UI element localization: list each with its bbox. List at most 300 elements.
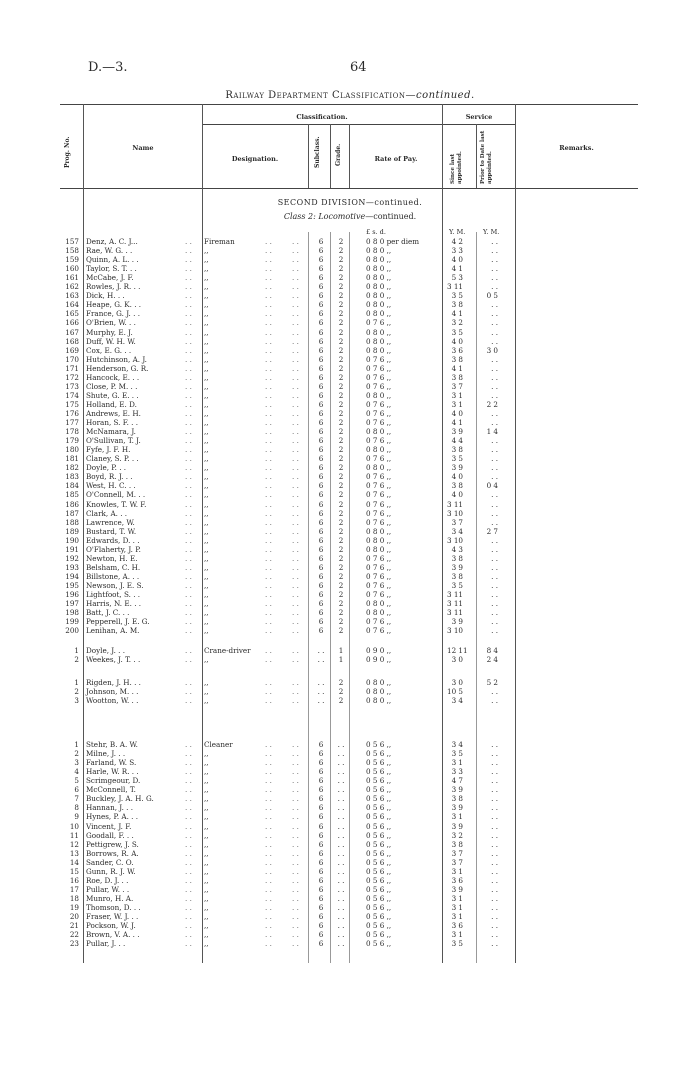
rate-of-pay: 0 5 6 ,, bbox=[366, 758, 392, 768]
service-prior: . . bbox=[491, 884, 498, 894]
leader-dots: . . bbox=[292, 354, 299, 364]
table-row bbox=[0, 687, 700, 696]
leader-dots: . . bbox=[265, 655, 272, 664]
leader-dots: . . bbox=[292, 381, 299, 391]
service-prior: . . bbox=[491, 866, 498, 876]
employee-name: McCabe, J. F. bbox=[86, 273, 134, 283]
designation: ,, bbox=[204, 902, 209, 912]
employee-name: Roe, D. J. . . bbox=[86, 875, 129, 885]
employee-name: Goodall, F. . . bbox=[86, 830, 134, 840]
table-row bbox=[0, 427, 700, 436]
employee-name: Henderson, G. R. bbox=[86, 363, 149, 373]
service-since-last: 3 7 bbox=[451, 517, 463, 527]
leader-dots: . . bbox=[292, 839, 299, 849]
prog-no: 195 bbox=[65, 580, 79, 590]
service-prior: 1 4 bbox=[486, 427, 498, 437]
table-row bbox=[0, 785, 700, 794]
service-since-last: 3 8 bbox=[451, 571, 463, 581]
leader-dots: . . bbox=[265, 740, 272, 749]
service-prior: . . bbox=[491, 246, 498, 256]
leader-dots: . . bbox=[185, 517, 192, 527]
service-since-last: 4 4 bbox=[451, 436, 463, 446]
leader-dots: . . bbox=[265, 921, 272, 930]
subclass: 6 bbox=[318, 785, 324, 795]
designation: ,, bbox=[204, 830, 209, 840]
leader-dots: . . bbox=[265, 544, 272, 554]
subclass: 6 bbox=[318, 866, 324, 876]
grade: 2 bbox=[338, 354, 344, 364]
grade: 2 bbox=[338, 273, 344, 283]
leader-dots: . . bbox=[185, 821, 192, 831]
subclass: 6 bbox=[318, 617, 324, 627]
service-since-last: 3 9 bbox=[451, 427, 463, 437]
prog-no: 13 bbox=[69, 848, 79, 858]
table-row bbox=[0, 803, 700, 812]
service-prior: . . bbox=[491, 893, 498, 903]
employee-name: Claney, S. P. . . bbox=[86, 454, 139, 464]
prog-no: 163 bbox=[65, 291, 79, 301]
leader-dots: . . bbox=[185, 767, 192, 777]
rate-of-pay: 0 9 0 ,, bbox=[366, 655, 392, 664]
grade: 2 bbox=[338, 562, 344, 572]
designation: ,, bbox=[204, 526, 209, 536]
designation: ,, bbox=[204, 687, 209, 696]
table-row bbox=[0, 246, 700, 255]
rate-of-pay: 0 7 6 ,, bbox=[366, 580, 392, 590]
rate-of-pay: 0 8 0 ,, bbox=[366, 300, 392, 310]
leader-dots: . . bbox=[185, 544, 192, 554]
leader-dots: . . bbox=[292, 309, 299, 319]
leader-dots: . . bbox=[265, 830, 272, 840]
rate-of-pay: 0 7 6 ,, bbox=[366, 454, 392, 464]
leader-dots: . . bbox=[292, 535, 299, 545]
service-since-last: 3 8 bbox=[451, 300, 463, 310]
page-number: 64 bbox=[350, 60, 367, 75]
leader-dots: . . bbox=[185, 246, 192, 256]
service-since-last: 3 9 bbox=[451, 821, 463, 831]
subclass: 6 bbox=[318, 291, 324, 301]
prog-no: 178 bbox=[65, 427, 79, 437]
subclass: 6 bbox=[318, 436, 324, 446]
leader-dots: . . bbox=[292, 282, 299, 292]
class-title-continued: —continued. bbox=[365, 212, 417, 221]
leader-dots: . . bbox=[185, 848, 192, 858]
grade: . . bbox=[337, 857, 345, 867]
subclass: 6 bbox=[318, 445, 324, 455]
table-row bbox=[0, 318, 700, 327]
rate-of-pay: 0 5 6 ,, bbox=[366, 776, 392, 786]
leader-dots: . . bbox=[292, 776, 299, 786]
service-since-last: 3 6 bbox=[451, 921, 463, 930]
rate-of-pay: 0 8 0 ,, bbox=[366, 291, 392, 301]
grade: 2 bbox=[338, 678, 344, 687]
leader-dots: . . bbox=[265, 399, 272, 409]
subclass: 6 bbox=[318, 839, 324, 849]
leader-dots: . . bbox=[292, 687, 299, 696]
service-prior: . . bbox=[491, 445, 498, 455]
employee-name: Pullar, W. . . bbox=[86, 884, 130, 894]
designation: ,, bbox=[204, 848, 209, 858]
service-prior: . . bbox=[491, 617, 498, 627]
employee-name: Munro, H. A. bbox=[86, 893, 134, 903]
designation: ,, bbox=[204, 508, 209, 518]
service-prior: . . bbox=[491, 309, 498, 319]
leader-dots: . . bbox=[185, 490, 192, 500]
leader-dots: . . bbox=[292, 902, 299, 912]
table-row bbox=[0, 463, 700, 472]
service-prior: . . bbox=[491, 902, 498, 912]
leader-dots: . . bbox=[185, 785, 192, 795]
service-since-last: 3 1 bbox=[451, 390, 463, 400]
service-prior: 3 0 bbox=[486, 345, 498, 355]
table-row bbox=[0, 858, 700, 867]
employee-name: Dick, H. . . bbox=[86, 291, 125, 301]
leader-dots: . . bbox=[292, 884, 299, 894]
service-prior: . . bbox=[491, 626, 498, 636]
subclass: 6 bbox=[318, 490, 324, 500]
employee-name: Pettigrew, J. S. bbox=[86, 839, 139, 849]
service-prior: . . bbox=[491, 939, 498, 949]
grade: 2 bbox=[338, 608, 344, 617]
grade: 2 bbox=[338, 264, 344, 274]
table-row bbox=[0, 849, 700, 858]
rate-of-pay: 0 5 6 ,, bbox=[366, 803, 392, 813]
leader-dots: . . bbox=[292, 372, 299, 382]
designation: ,, bbox=[204, 291, 209, 301]
leader-dots: . . bbox=[292, 939, 299, 949]
service-prior: . . bbox=[491, 803, 498, 813]
employee-name: Close, P. M. . . bbox=[86, 381, 138, 391]
employee-name: O'Brien, W. . . bbox=[86, 318, 136, 328]
grade: 2 bbox=[338, 237, 344, 246]
leader-dots: . . bbox=[185, 740, 192, 749]
leader-dots: . . bbox=[265, 758, 272, 768]
header-prog-no: Prog. No. bbox=[64, 136, 71, 168]
service-since-last: 3 5 bbox=[451, 454, 463, 464]
service-since-last: 4 7 bbox=[451, 776, 463, 786]
designation: ,, bbox=[204, 381, 209, 391]
service-prior: . . bbox=[491, 830, 498, 840]
rate-of-pay: 0 7 6 ,, bbox=[366, 617, 392, 627]
service-prior: . . bbox=[491, 912, 498, 921]
grade: 1 bbox=[338, 646, 344, 655]
grade: . . bbox=[337, 839, 345, 849]
service-prior: . . bbox=[491, 418, 498, 427]
designation: ,, bbox=[204, 678, 209, 687]
subclass: 6 bbox=[318, 454, 324, 464]
grade: 2 bbox=[338, 436, 344, 446]
leader-dots: . . bbox=[185, 830, 192, 840]
service-since-last: 3 5 bbox=[451, 327, 463, 337]
grade: 2 bbox=[338, 418, 344, 427]
table-row bbox=[0, 291, 700, 300]
grade: 2 bbox=[338, 463, 344, 473]
leader-dots: . . bbox=[185, 758, 192, 768]
prog-no: 185 bbox=[65, 490, 79, 500]
service-prior: 2 7 bbox=[486, 526, 498, 536]
designation: ,, bbox=[204, 562, 209, 572]
designation: ,, bbox=[204, 655, 209, 664]
prog-no: 1 bbox=[74, 678, 79, 687]
subclass: 6 bbox=[318, 921, 324, 930]
employee-name: O'Connell, M. . . bbox=[86, 490, 146, 500]
employee-name: Hynes, P. A. . . bbox=[86, 812, 139, 822]
leader-dots: . . bbox=[185, 354, 192, 364]
leader-dots: . . bbox=[185, 508, 192, 518]
service-since-last: 3 7 bbox=[451, 381, 463, 391]
designation: ,, bbox=[204, 535, 209, 545]
leader-dots: . . bbox=[265, 381, 272, 391]
grade: 2 bbox=[338, 336, 344, 346]
prog-no: 200 bbox=[65, 626, 79, 636]
leader-dots: . . bbox=[292, 696, 299, 706]
leader-dots: . . bbox=[265, 875, 272, 885]
leader-dots: . . bbox=[292, 454, 299, 464]
service-prior: . . bbox=[491, 839, 498, 849]
service-since-last: 3 11 bbox=[447, 499, 464, 509]
leader-dots: . . bbox=[265, 463, 272, 473]
subclass: 6 bbox=[318, 300, 324, 310]
rate-of-pay: 0 8 0 ,, bbox=[366, 345, 392, 355]
employee-name: Stehr, B. A. W. bbox=[86, 740, 138, 749]
service-since-last: 3 7 bbox=[451, 857, 463, 867]
designation: ,, bbox=[204, 445, 209, 455]
table-row bbox=[0, 749, 700, 758]
service-since-last: 3 8 bbox=[451, 445, 463, 455]
employee-name: McNamara, J. bbox=[86, 427, 136, 437]
prog-no: 10 bbox=[69, 821, 79, 831]
leader-dots: . . bbox=[265, 902, 272, 912]
leader-dots: . . bbox=[292, 255, 299, 265]
designation: ,, bbox=[204, 553, 209, 563]
service-since-last: 3 10 bbox=[447, 535, 464, 545]
grade: 2 bbox=[338, 526, 344, 536]
rate-of-pay: 0 8 0 ,, bbox=[366, 687, 392, 696]
rate-of-pay: 0 7 6 ,, bbox=[366, 354, 392, 364]
rate-of-pay: 0 8 0 ,, bbox=[366, 246, 392, 256]
leader-dots: . . bbox=[185, 327, 192, 337]
grade: 2 bbox=[338, 687, 344, 696]
service-prior: 0 4 bbox=[486, 481, 498, 491]
designation: ,, bbox=[204, 273, 209, 283]
service-prior: . . bbox=[491, 580, 498, 590]
service-since-last: 3 1 bbox=[451, 930, 463, 939]
rate-of-pay: 0 7 6 ,, bbox=[366, 490, 392, 500]
table-row bbox=[0, 518, 700, 527]
leader-dots: . . bbox=[265, 499, 272, 509]
grade: 2 bbox=[338, 481, 344, 491]
service-prior: . . bbox=[491, 749, 498, 758]
header-name: Name bbox=[132, 144, 154, 152]
prog-no: 160 bbox=[65, 264, 79, 274]
leader-dots: . . bbox=[292, 526, 299, 536]
leader-dots: . . bbox=[292, 930, 299, 939]
employee-name: Doyle, J. . . bbox=[86, 646, 126, 655]
grade: 2 bbox=[338, 472, 344, 482]
prog-no: 188 bbox=[65, 517, 79, 527]
prog-no: 5 bbox=[74, 776, 79, 786]
rate-of-pay: 0 5 6 ,, bbox=[366, 740, 392, 749]
subclass: 6 bbox=[318, 599, 324, 608]
leader-dots: . . bbox=[292, 812, 299, 822]
employee-name: Scrimgeour, D. bbox=[86, 776, 141, 786]
prog-no: 22 bbox=[69, 930, 79, 939]
grade: . . bbox=[337, 939, 345, 949]
leader-dots: . . bbox=[265, 599, 272, 608]
service-prior: . . bbox=[491, 553, 498, 563]
service-prior: . . bbox=[491, 812, 498, 822]
subclass: 6 bbox=[318, 327, 324, 337]
designation: ,, bbox=[204, 309, 209, 319]
leader-dots: . . bbox=[265, 390, 272, 400]
employee-name: Heape, G. K. . . bbox=[86, 300, 142, 310]
leader-dots: . . bbox=[292, 821, 299, 831]
table-row bbox=[0, 655, 700, 664]
employee-name: O'Flaherty, J. P. bbox=[86, 544, 141, 554]
employee-name: Andrews, E. H. bbox=[86, 409, 141, 418]
subclass: . . bbox=[317, 687, 325, 696]
table-row bbox=[0, 409, 700, 418]
grade: . . bbox=[337, 794, 345, 804]
service-prior: . . bbox=[491, 535, 498, 545]
employee-name: Fyfe, J. F. H. bbox=[86, 445, 131, 455]
subclass: 6 bbox=[318, 399, 324, 409]
service-since-last: 3 5 bbox=[451, 580, 463, 590]
grade: 2 bbox=[338, 390, 344, 400]
leader-dots: . . bbox=[185, 264, 192, 274]
grade: . . bbox=[337, 930, 345, 939]
leader-dots: . . bbox=[265, 580, 272, 590]
prog-no: 166 bbox=[65, 318, 79, 328]
subclass: 6 bbox=[318, 848, 324, 858]
page-title-main: Railway Department Classification bbox=[225, 90, 406, 101]
service-prior: . . bbox=[491, 363, 498, 373]
table-row bbox=[0, 500, 700, 509]
employee-name: Rigden, J. H. . . bbox=[86, 678, 141, 687]
designation: ,, bbox=[204, 282, 209, 292]
rate-of-pay: 0 8 0 ,, bbox=[366, 309, 392, 319]
service-since-last: 3 5 bbox=[451, 939, 463, 949]
grade: . . bbox=[337, 803, 345, 813]
employee-name: O'Sullivan, T. J. bbox=[86, 436, 141, 446]
service-since-last: 3 9 bbox=[451, 803, 463, 813]
leader-dots: . . bbox=[185, 300, 192, 310]
leader-dots: . . bbox=[265, 526, 272, 536]
leader-dots: . . bbox=[265, 454, 272, 464]
subclass: 6 bbox=[318, 930, 324, 939]
employee-name: Holland, E. D. bbox=[86, 399, 137, 409]
leader-dots: . . bbox=[265, 300, 272, 310]
pay-unit-label: £ s. d. bbox=[366, 228, 386, 236]
designation: ,, bbox=[204, 255, 209, 265]
rate-of-pay: 0 8 0 ,, bbox=[366, 599, 392, 608]
service-since-last: 3 9 bbox=[451, 884, 463, 894]
table-row bbox=[0, 309, 700, 318]
grade: 2 bbox=[338, 372, 344, 382]
service-prior: . . bbox=[491, 590, 498, 599]
leader-dots: . . bbox=[185, 875, 192, 885]
leader-dots: . . bbox=[185, 655, 192, 664]
table-row bbox=[0, 481, 700, 490]
leader-dots: . . bbox=[292, 490, 299, 500]
rate-of-pay: 0 8 0 ,, bbox=[366, 544, 392, 554]
leader-dots: . . bbox=[292, 562, 299, 572]
leader-dots: . . bbox=[292, 740, 299, 749]
service-prior: . . bbox=[491, 608, 498, 617]
leader-dots: . . bbox=[265, 237, 272, 246]
grade: 2 bbox=[338, 508, 344, 518]
leader-dots: . . bbox=[265, 608, 272, 617]
rate-of-pay: 0 5 6 ,, bbox=[366, 893, 392, 903]
header-service: Service bbox=[465, 113, 493, 121]
subclass: 6 bbox=[318, 767, 324, 777]
rate-of-pay: 0 8 0 ,, bbox=[366, 535, 392, 545]
service-since-last: 3 4 bbox=[451, 696, 463, 706]
rate-of-pay: 0 5 6 ,, bbox=[366, 866, 392, 876]
rate-of-pay: 0 8 0 ,, bbox=[366, 255, 392, 265]
grade: . . bbox=[337, 893, 345, 903]
designation: ,, bbox=[204, 776, 209, 786]
page-reference: D.—3. bbox=[88, 60, 128, 75]
service-since-last: 4 0 bbox=[451, 255, 463, 265]
header-subclass: Subclass. bbox=[314, 136, 321, 168]
service-prior: . . bbox=[491, 372, 498, 382]
grade: 2 bbox=[338, 381, 344, 391]
leader-dots: . . bbox=[292, 599, 299, 608]
leader-dots: . . bbox=[265, 354, 272, 364]
table-row bbox=[0, 912, 700, 921]
employee-name: Lawrence, W. bbox=[86, 517, 135, 527]
prog-no: 174 bbox=[65, 390, 79, 400]
header-since-last: Since last appointed. bbox=[450, 151, 463, 184]
service-since-last: 3 9 bbox=[451, 617, 463, 627]
designation: ,, bbox=[204, 812, 209, 822]
service-since-last: 3 4 bbox=[451, 526, 463, 536]
designation: ,, bbox=[204, 463, 209, 473]
leader-dots: . . bbox=[185, 282, 192, 292]
grade: . . bbox=[337, 866, 345, 876]
subclass: 6 bbox=[318, 354, 324, 364]
service-prior: . . bbox=[491, 390, 498, 400]
prog-no: 7 bbox=[74, 794, 79, 804]
table-row bbox=[0, 445, 700, 454]
rate-of-pay: 0 5 6 ,, bbox=[366, 921, 392, 930]
prog-no: 167 bbox=[65, 327, 79, 337]
rate-of-pay: 0 9 0 ,, bbox=[366, 646, 392, 655]
prog-no: 2 bbox=[74, 687, 79, 696]
employee-name: Duff, W. H. W. bbox=[86, 336, 136, 346]
employee-name: Bustard, T. W. bbox=[86, 526, 137, 536]
leader-dots: . . bbox=[265, 776, 272, 786]
leader-dots: . . bbox=[292, 912, 299, 921]
rate-of-pay: 0 7 6 ,, bbox=[366, 418, 392, 427]
service-since-last: 4 2 bbox=[451, 237, 463, 246]
leader-dots: . . bbox=[185, 599, 192, 608]
table-row bbox=[0, 626, 700, 635]
leader-dots: . . bbox=[292, 617, 299, 627]
designation: ,, bbox=[204, 345, 209, 355]
service-prior: . . bbox=[491, 472, 498, 482]
leader-dots: . . bbox=[292, 608, 299, 617]
prog-no: 189 bbox=[65, 526, 79, 536]
leader-dots: . . bbox=[292, 291, 299, 301]
employee-name: Harle, W. R. . . bbox=[86, 767, 139, 777]
rate-of-pay: 0 7 6 ,, bbox=[366, 590, 392, 599]
header-prior-to-date: Prior to Date last appointed. bbox=[480, 130, 493, 184]
leader-dots: . . bbox=[185, 687, 192, 696]
prog-no: 179 bbox=[65, 436, 79, 446]
service-prior: . . bbox=[491, 300, 498, 310]
